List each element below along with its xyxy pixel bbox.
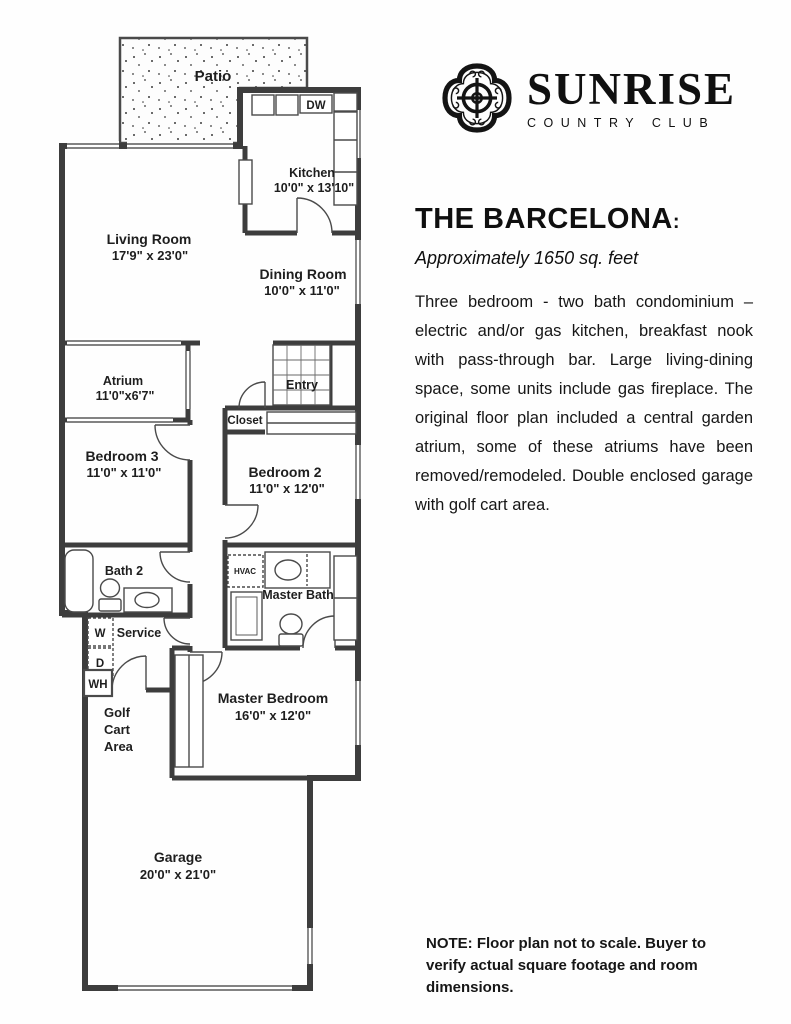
plan-title: THE BARCELONA [415,203,673,235]
golf-cart-line2: Cart [104,722,131,737]
outer-walls [62,90,358,988]
kitchen-label: Kitchen [289,166,335,180]
master-bedroom-dims: 16'0" x 12'0" [234,708,312,723]
disclaimer-note: NOTE: Floor plan not to scale. Buyer to verify actual square footage and room dimensions. [426,935,707,996]
bedroom3-dims: 11'0" x 11'0" [86,465,162,480]
dining-room-dims: 10'0" x 11'0" [264,283,340,298]
patio-label: Patio [194,68,232,85]
living-room-dims: 17'9" x 23'0" [111,248,189,263]
master-bath-label: Master Bath [262,588,334,602]
dishwasher-label: DW [306,100,326,112]
atrium-label: Atrium [102,374,144,388]
garage-label: Garage [153,849,203,865]
master-bedroom-label: Master Bedroom [217,690,329,706]
service-label: Service [116,626,162,640]
logo-title: SUNRISE [527,63,737,114]
closet-label: Closet [227,415,263,427]
plan-description: Three bedroom - two bath condominium – electric and/or gas kitchen, breakfast nook with pass-through bar. Large living-dining space, some units include gas fireplace. The original floor plan included a central garden atrium, some of these atriums have been removed/remodeled. Double enclosed garage with golf cart area. [415,293,753,514]
logo-text [527,63,737,130]
logo [437,58,736,138]
living-room-label: Living Room [106,231,192,247]
garage-dims: 20'0" x 21'0" [139,867,217,882]
sunrise-emblem-icon [437,58,517,138]
golf-cart-line3: Area [104,739,133,754]
bedroom3-label: Bedroom 3 [85,448,159,464]
logo-subtitle: COUNTRY CLUB [527,115,716,130]
bath2-label: Bath 2 [104,564,144,578]
dryer-label: D [95,658,105,670]
hvac-label: HVAC [233,567,257,576]
bedroom2-dims: 11'0" x 12'0" [249,481,325,496]
washer-label: W [94,628,106,640]
entry-label: Entry [286,378,318,392]
atrium-dims: 11'0"x6'7" [95,389,155,403]
room-labels [85,68,354,882]
kitchen-dims: 10'0" x 13'10" [273,181,355,195]
plan-title-row [415,203,680,236]
dining-room-label: Dining Room [259,266,347,282]
water-heater-label: WH [88,679,108,691]
plan-subtitle: Approximately 1650 sq. feet [415,248,639,268]
plan-title-colon: : [672,211,681,233]
bedroom2-label: Bedroom 2 [248,464,322,480]
golf-cart-line1: Golf [104,705,130,720]
